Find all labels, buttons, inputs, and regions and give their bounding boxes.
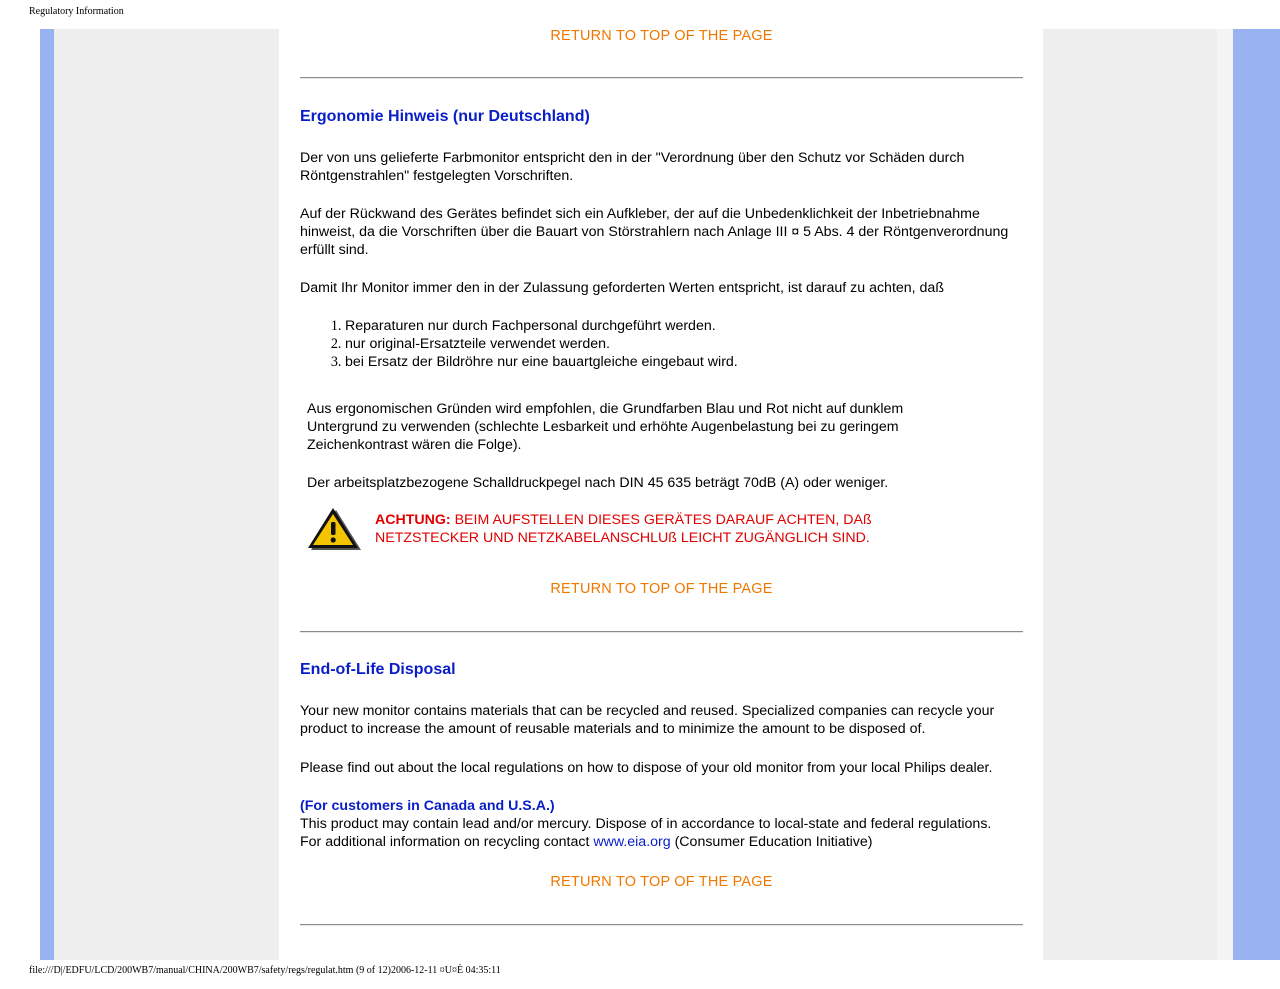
- disposal-paragraph-1: Your new monitor contains materials that can be recycled and reused. Specialized companies can recycle your product to increase the amount of reusable materials and to minimize the amount to be disposed of.: [300, 703, 995, 737]
- ergonomie-paragraph-5: Der arbeitsplatzbezogene Schalldruckpegel nach DIN 45 635 beträgt 70dB (A) oder weniger.: [307, 475, 889, 491]
- disposal-heading: End-of-Life Disposal: [300, 661, 456, 678]
- warning-body: BEIM AUFSTELLEN DIESES GERÄTES DARAUF ACHTEN, DAß NETZSTECKER UND NETZKABELANSCHLUß LEICHT ZUGÄNGLICH SIND.: [375, 512, 872, 546]
- customers-line-2-prefix: For additional information on recycling contact: [300, 834, 594, 850]
- warning-message: [375, 511, 935, 547]
- warning-triangle-icon: [307, 506, 363, 552]
- list-item: 3. bei Ersatz der Bildröhre nur eine bauartgleiche eingebaut wird.: [345, 353, 738, 371]
- right-light-band: [1217, 29, 1233, 960]
- list-item: 1. Reparaturen nur durch Fachpersonal durchgeführt werden.: [345, 317, 738, 335]
- left-gray-band: [54, 29, 279, 960]
- print-footer: file:///D|/EDFU/LCD/200WB7/manual/CHINA/200WB7/safety/regs/regulat.htm (9 of 12)2006-12-11 ¤U¤È 04:35:11: [29, 965, 501, 976]
- list-item: 2. nur original-Ersatzteile verwendet werden.: [345, 335, 738, 353]
- ergonomie-paragraph-1: Der von uns gelieferte Farbmonitor entspricht den in der "Verordnung über den Schutz vor Schäden durch Röntgenstrahlen" festgelegten Vorschriften.: [300, 150, 965, 184]
- left-blue-band: [40, 29, 54, 960]
- customers-line-1: This product may contain lead and/or mercury. Dispose of in accordance to local-state and federal regulations.: [300, 816, 992, 832]
- ergonomie-heading: Ergonomie Hinweis (nur Deutschland): [300, 108, 590, 125]
- eia-link[interactable]: www.eia.org: [593, 834, 671, 850]
- ergonomie-paragraph-3: Damit Ihr Monitor immer den in der Zulassung geforderten Werten entspricht, ist darauf zu achten, daß: [300, 280, 944, 296]
- return-to-top-link[interactable]: RETURN TO TOP OF THE PAGE: [550, 874, 773, 890]
- return-to-top-link[interactable]: RETURN TO TOP OF THE PAGE: [550, 28, 773, 44]
- disposal-paragraph-2: Please find out about the local regulations on how to dispose of your old monitor from your local Philips dealer.: [300, 760, 993, 776]
- right-gray-band: [1043, 29, 1217, 960]
- return-to-top-link[interactable]: RETURN TO TOP OF THE PAGE: [550, 581, 773, 597]
- ergonomie-paragraph-4: Aus ergonomischen Gründen wird empfohlen, die Grundfarben Blau und Rot nicht auf dunklem Untergrund zu verwenden (schlechte Lesbarkeit und erhöhte Augenbelastung bei zu geringem Zeichenkontrast wären die Folge).: [307, 401, 904, 453]
- customers-subheading: (For customers in Canada and U.S.A.): [300, 798, 555, 814]
- warning-label: ACHTUNG:: [375, 512, 451, 528]
- ergonomie-list: [300, 317, 738, 371]
- disposal-customers-block: [300, 797, 1020, 851]
- ergonomie-paragraph-2: Auf der Rückwand des Gerätes befindet sich ein Aufkleber, der auf die Unbedenklichkeit der Inbetriebnahme hinweist, da die Vorschriften über die Bauart von Störstrahlern nach Anlage III ¤ 5 Abs. 4 der Röntgenverordnung erfüllt sind.: [300, 206, 1009, 258]
- customers-line-2-suffix: (Consumer Education Initiative): [670, 834, 873, 850]
- customers-line-2: [300, 833, 1020, 851]
- print-header: Regulatory Information: [29, 6, 124, 17]
- section-divider: [300, 631, 1023, 633]
- section-divider: [300, 924, 1023, 926]
- right-blue-band: [1233, 29, 1280, 960]
- section-divider: [300, 77, 1023, 79]
